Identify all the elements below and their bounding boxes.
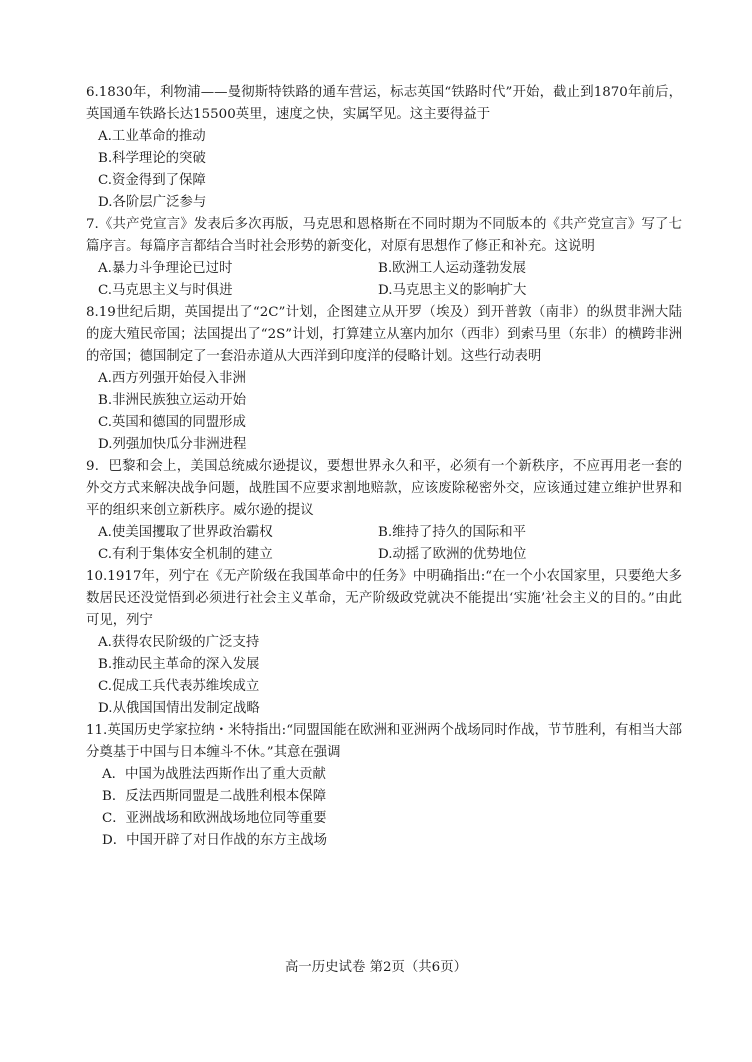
option-a: A．中国为战胜法西斯作出了重大贡献 xyxy=(102,767,326,782)
question-6 xyxy=(86,82,682,214)
question-stem: 10.1917年，列宁在《无产阶级在我国革命中的任务》中明确指出:“在一个小农国家里，只要绝大多数居民还没觉悟到必须进行社会主义革命，无产阶级政党就决不能提出‘实施’社会主义的目的。”由此可见，列宁 xyxy=(86,569,682,628)
option-c: C.促成工兵代表苏维埃成立 xyxy=(98,679,260,694)
option-d: D.动摇了欧洲的优势地位 xyxy=(378,547,527,562)
option-a: A.使美国攫取了世界政治霸权 xyxy=(98,525,273,540)
option-b: B.欧洲工人运动蓬勃发展 xyxy=(378,261,527,276)
option-b: B.维持了持久的国际和平 xyxy=(378,525,527,540)
option-d: D.马克思主义的影响扩大 xyxy=(378,283,527,298)
option-b: B．反法西斯同盟是二战胜利根本保障 xyxy=(102,789,327,804)
question-11 xyxy=(86,720,682,852)
option-row xyxy=(86,280,682,302)
option-c: C.马克思主义与时俱进 xyxy=(98,283,233,298)
option-c: C.有利于集体安全机制的建立 xyxy=(98,547,273,562)
option-b: B.推动民主革命的深入发展 xyxy=(98,657,260,672)
option-row xyxy=(86,258,682,280)
option-c: C.资金得到了保障 xyxy=(98,173,206,188)
option-c: C.英国和德国的同盟形成 xyxy=(98,415,246,430)
question-stem: 11.英国历史学家拉纳・米特指出:“同盟国能在欧洲和亚洲两个战场同时作战，节节胜利，有相当大部分奠基于中国与日本缠斗不休。”其意在强调 xyxy=(86,723,682,760)
option-d: D.列强加快瓜分非洲进程 xyxy=(98,437,247,452)
option-a: A.暴力斗争理论已过时 xyxy=(98,261,233,276)
option-row xyxy=(86,522,682,544)
option-row xyxy=(86,544,682,566)
question-stem: 6.1830年，利物浦——曼彻斯特铁路的通车营运，标志英国“铁路时代”开始，截止到1870年前后，英国通车铁路长达15500英里，速度之快，实属罕见。这主要得益于 xyxy=(86,85,682,122)
option-a: A.工业革命的推动 xyxy=(98,129,206,144)
exam-page xyxy=(86,82,682,852)
question-stem: 7.《共产党宣言》发表后多次再版，马克思和恩格斯在不同时期为不同版本的《共产党宣言》写了七篇序言。每篇序言都结合当时社会形势的新变化，对原有思想作了修正和补充。这说明 xyxy=(86,217,682,254)
question-9 xyxy=(86,456,682,566)
question-10 xyxy=(86,566,682,720)
question-stem: 9．巴黎和会上，美国总统威尔逊提议，要想世界永久和平，必须有一个新秩序，不应再用老一套的外交方式来解决战争问题，战胜国不应要求割地赔款，应该废除秘密外交，应该通过建立维护世界和平的组织来创立新秩序。威尔逊的提议 xyxy=(86,459,682,518)
option-d: D.从俄国国情出发制定战略 xyxy=(98,701,260,716)
question-stem: 8.19世纪后期，英国提出了“2C”计划，企图建立从开罗（埃及）到开普敦（南非）的纵贯非洲大陆的庞大殖民帝国；法国提出了“2S”计划，打算建立从塞内加尔（西非）到索马里（东非）的横跨非洲的帝国；德国制定了一套沿赤道从大西洋到印度洋的侵略计划。这些行动表明 xyxy=(86,305,682,364)
option-c: C．亚洲战场和欧洲战场地位同等重要 xyxy=(102,811,327,826)
option-d: D.各阶层广泛参与 xyxy=(98,195,207,210)
option-b: B.科学理论的突破 xyxy=(98,151,206,166)
page-footer: 高一历史试卷 第2页（共6页） xyxy=(285,960,467,975)
option-a: A.获得农民阶级的广泛支持 xyxy=(98,635,260,650)
option-d: D．中国开辟了对日作战的东方主战场 xyxy=(102,833,327,848)
question-7 xyxy=(86,214,682,302)
option-b: B.非洲民族独立运动开始 xyxy=(98,393,247,408)
question-8 xyxy=(86,302,682,456)
option-a: A.西方列强开始侵入非洲 xyxy=(98,371,246,386)
